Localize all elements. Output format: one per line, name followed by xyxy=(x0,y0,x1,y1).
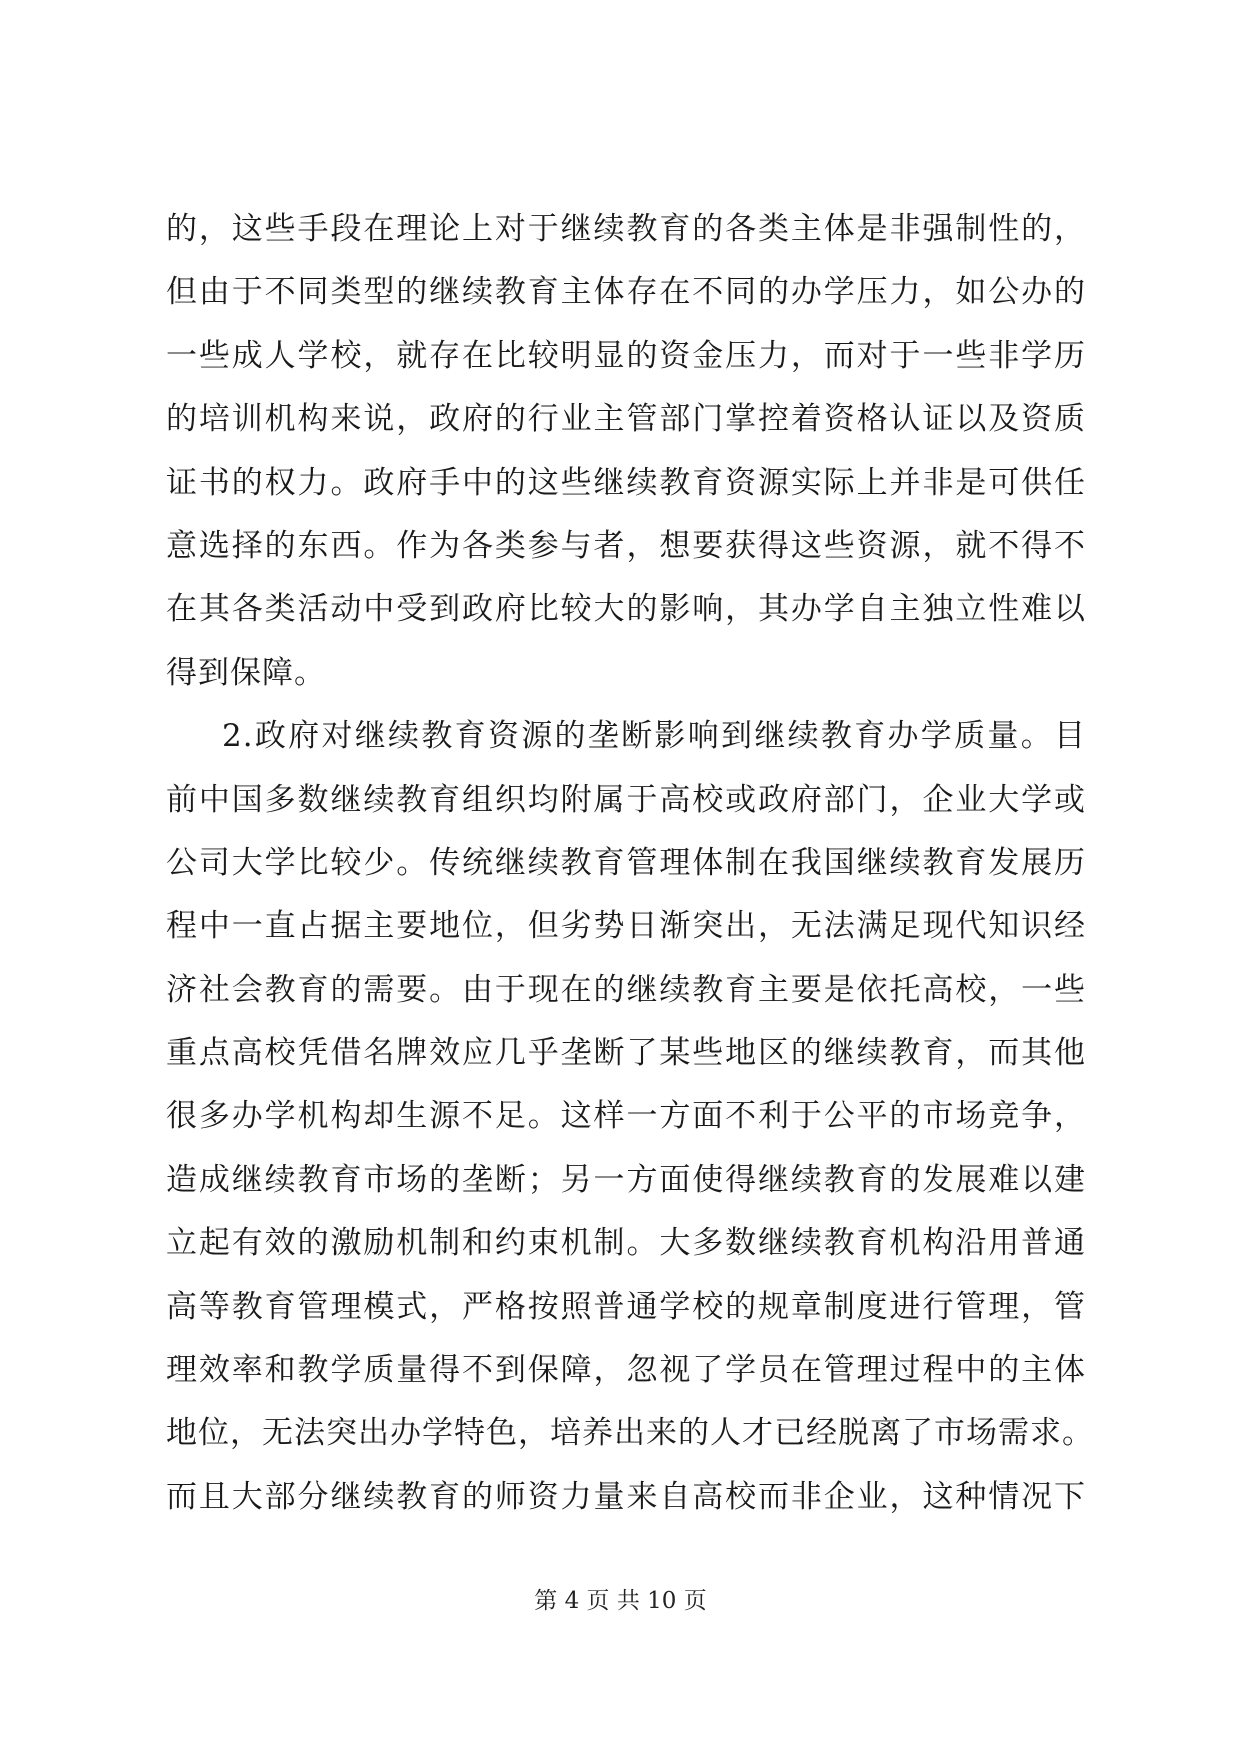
paragraph-line: 公司大学比较少。传统继续教育管理体制在我国继续教育发展历 xyxy=(166,844,1086,881)
paragraph-line: 但由于不同类型的继续教育主体存在不同的办学压力，如公办的 xyxy=(166,274,1086,311)
paragraph-line: 得到保障。 xyxy=(166,654,326,691)
paragraph-line: 的，这些手段在理论上对于继续教育的各类主体是非强制性的， xyxy=(166,211,1086,247)
paragraph-line: 地位，无法突出办学特色，培养出来的人才已经脱离了市场需求。 xyxy=(166,1415,1094,1452)
paragraph-line: 的培训机构来说，政府的行业主管部门掌控着资格认证以及资质 xyxy=(166,401,1086,438)
paragraph-line: 立起有效的激励机制和约束机制。大多数继续教育机构沿用普通 xyxy=(166,1225,1086,1262)
paragraph-line: 造成继续教育市场的垄断；另一方面使得继续教育的发展难以建 xyxy=(166,1161,1086,1198)
paragraph-line: 意选择的东西。作为各类参与者，想要获得这些资源，就不得不 xyxy=(166,527,1086,564)
paragraph-line: 重点高校凭借名牌效应几乎垄断了某些地区的继续教育，而其他 xyxy=(166,1035,1086,1072)
paragraph-line: 一些成人学校，就存在比较明显的资金压力，而对于一些非学历 xyxy=(166,337,1086,374)
body-text xyxy=(166,198,1094,1529)
paragraph-line: 在其各类活动中受到政府比较大的影响，其办学自主独立性难以 xyxy=(166,591,1086,628)
paragraph-line: 证书的权力。政府手中的这些继续教育资源实际上并非是可供任 xyxy=(166,464,1086,501)
paragraph-line: 济社会教育的需要。由于现在的继续教育主要是依托高校，一些 xyxy=(166,971,1086,1008)
paragraph-line: 而且大部分继续教育的师资力量来自高校而非企业，这种情况下 xyxy=(166,1478,1086,1515)
paragraph-line: 高等教育管理模式，严格按照普通学校的规章制度进行管理，管 xyxy=(166,1288,1086,1325)
page-footer: 第 4 页 共 10 页 xyxy=(534,1588,707,1614)
paragraph-line: 前中国多数继续教育组织均附属于高校或政府部门，企业大学或 xyxy=(166,781,1086,818)
paragraph-line: 程中一直占据主要地位，但劣势日渐突出，无法满足现代知识经 xyxy=(166,908,1086,945)
paragraph-line: 很多办学机构却生源不足。这样一方面不利于公平的市场竞争， xyxy=(166,1098,1086,1135)
paragraph-line: 2.政府对继续教育资源的垄断影响到继续教育办学质量。目 xyxy=(222,718,1086,755)
paragraph-line: 理效率和教学质量得不到保障，忽视了学员在管理过程中的主体 xyxy=(166,1352,1086,1389)
